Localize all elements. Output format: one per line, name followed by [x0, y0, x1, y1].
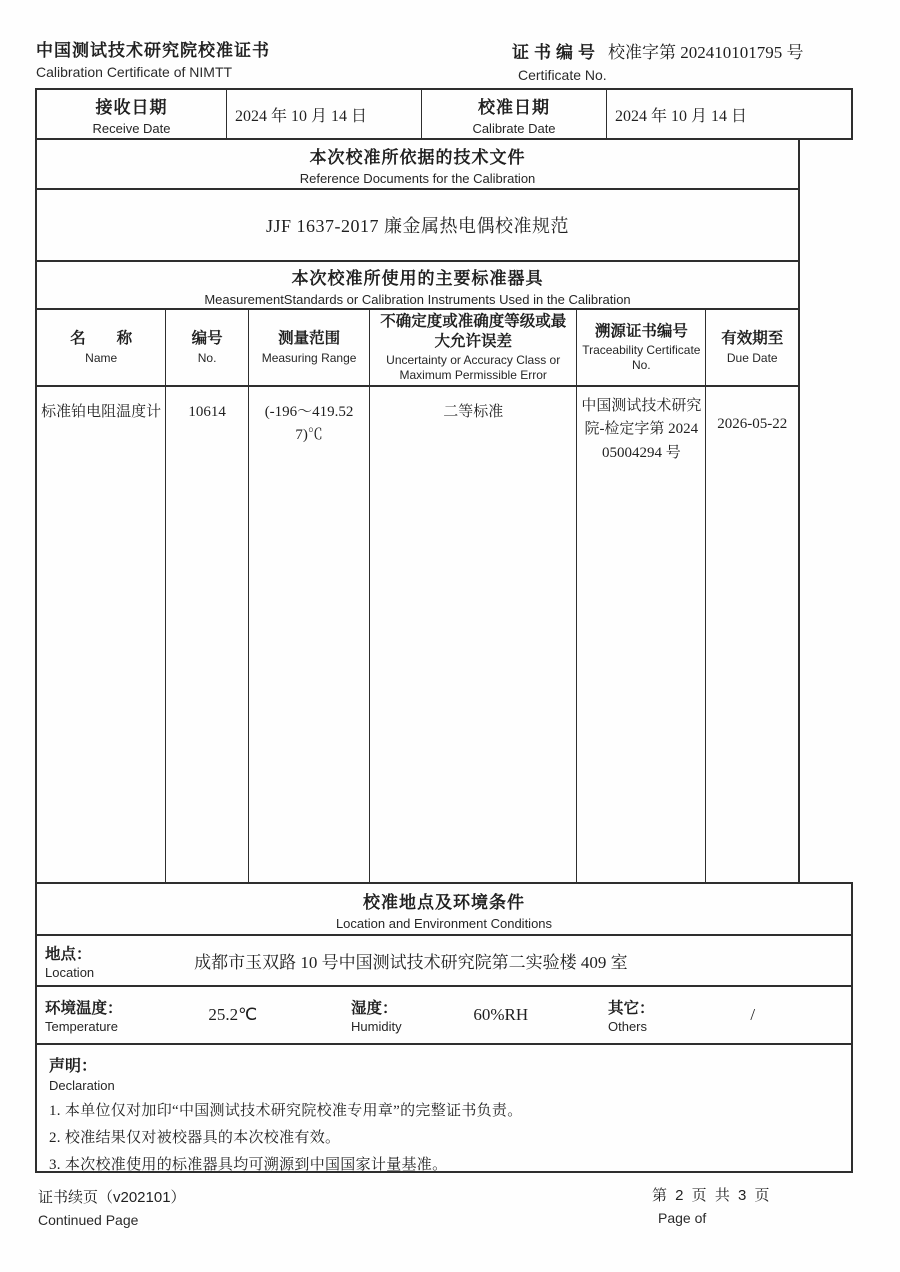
- column-uncertainty: [370, 310, 577, 882]
- location-label-en: Location: [45, 964, 95, 980]
- calibrate-date-value: 2024 年 10 月 14 日: [615, 107, 748, 125]
- column-traceability-en: Traceability Certificate No.: [582, 343, 701, 373]
- document-title-zh: 中国测试技术研究院校准证书: [36, 41, 270, 60]
- receive-date-header: [37, 90, 227, 138]
- others-label-zh: 其它：: [608, 1000, 655, 1017]
- others-group: [600, 987, 851, 1043]
- column-name-en: Name: [85, 350, 118, 365]
- column-range-zh: 测量范围: [278, 330, 341, 348]
- cell-uncertainty: 二等标准: [443, 404, 504, 420]
- environment-section-header: [35, 882, 853, 936]
- temperature-label: [37, 996, 123, 1034]
- declaration-heading-zh: 声明：: [49, 1058, 98, 1075]
- environment-row: [35, 985, 853, 1045]
- humidity-label-zh: 湿度：: [351, 1000, 398, 1017]
- calibrate-date-cell: [607, 90, 851, 138]
- column-name: [37, 310, 166, 882]
- column-uncertainty-zh: 不确定度或准确度等级或最大允许误差: [380, 313, 567, 350]
- temperature-value: 25.2℃: [208, 1005, 258, 1024]
- environment-heading-en: Location and Environment Conditions: [335, 915, 553, 931]
- standards-section-header: [35, 260, 800, 310]
- column-header-traceability: [577, 310, 705, 387]
- receive-date-value: 2024 年 10 月 14 日: [235, 107, 368, 125]
- cell-due-date: 2026-05-22: [717, 416, 788, 432]
- declaration-item-1: 1. 本单位仅对加印“中国测试技术研究院校准专用章”的完整证书负责。: [49, 1103, 523, 1119]
- reference-document: JJF 1637-2017 廉金属热电偶校准规范: [265, 216, 569, 236]
- column-no-zh: 编号: [191, 330, 223, 348]
- column-header-uncertainty: [370, 310, 576, 387]
- certificate-number-label: 证书编号: [512, 43, 600, 62]
- cell-measuring-range: (-196～419.527)℃: [264, 404, 354, 444]
- reference-section-header: [35, 138, 800, 190]
- calibrate-date-header: [422, 90, 607, 138]
- declaration-box: [35, 1043, 853, 1173]
- column-no-en: No.: [197, 350, 217, 365]
- cell-traceability-no: 中国测试技术研究院-检定字第 202405004294 号: [581, 398, 702, 461]
- column-name-zh: 名 称: [70, 330, 133, 348]
- temperature-label-zh: 环境温度：: [45, 1000, 123, 1017]
- others-label-en: Others: [608, 1019, 648, 1034]
- calibrate-date-label-en: Calibrate Date: [472, 120, 556, 136]
- column-due-zh: 有效期至: [721, 330, 784, 348]
- environment-heading-zh: 校准地点及环境条件: [363, 892, 525, 912]
- document-title-en: Calibration Certificate of NIMTT: [36, 64, 233, 80]
- location-value: 成都市玉双路 10 号中国测试技术研究院第二实验楼 409 室: [194, 953, 628, 972]
- humidity-value: 60%RH: [473, 1005, 529, 1024]
- others-label: [600, 996, 655, 1034]
- standards-heading-zh: 本次校准所使用的主要标准器具: [291, 268, 544, 288]
- certificate-number: [512, 38, 804, 63]
- column-due-date: [706, 310, 798, 882]
- column-traceability-zh: 溯源证书编号: [594, 322, 688, 340]
- declaration-heading-en: Declaration: [49, 1078, 115, 1093]
- humidity-group: [343, 987, 600, 1043]
- footer-page-number-en: Page of: [658, 1210, 707, 1226]
- certificate-body: [35, 88, 853, 1173]
- humidity-label: [343, 996, 402, 1034]
- certificate-number-label-en: Certificate No.: [518, 67, 607, 83]
- cell-instrument-no: 10614: [188, 404, 226, 420]
- location-label-zh: 地点：: [45, 945, 92, 963]
- declaration-item-2: 2. 校准结果仅对被校器具的本次校准有效。: [49, 1130, 341, 1146]
- footer-continued-zh: 证书续页（v202101）: [38, 1189, 186, 1206]
- footer-continued-en: Continued Page: [38, 1212, 139, 1228]
- receive-date-cell: [227, 90, 422, 138]
- column-header-due-date: [706, 310, 798, 387]
- reference-heading-en: Reference Documents for the Calibration: [299, 170, 536, 186]
- temperature-label-en: Temperature: [45, 1019, 118, 1034]
- location-row: [35, 934, 853, 987]
- location-label: [37, 942, 94, 980]
- reference-document-box: [35, 188, 800, 262]
- column-no: [166, 310, 249, 882]
- certificate-number-value: 校准字第 202410101795 号: [608, 43, 804, 62]
- column-due-en: Due Date: [726, 350, 778, 365]
- column-traceability: [577, 310, 706, 882]
- calibrate-date-label-zh: 校准日期: [478, 97, 550, 117]
- column-uncertainty-en: Uncertainty or Accuracy Class or Maximum Permissible Error: [386, 352, 561, 382]
- column-range: [249, 310, 370, 882]
- reference-heading-zh: 本次校准所依据的技术文件: [309, 147, 526, 167]
- dates-table: [35, 88, 853, 140]
- standards-heading-en: MeasurementStandards or Calibration Instruments Used in the Calibration: [204, 291, 631, 307]
- receive-date-label-zh: 接收日期: [95, 97, 168, 117]
- column-header-no: [166, 310, 248, 387]
- temperature-group: [37, 987, 343, 1043]
- cell-instrument-name: 标准铂电阻温度计: [41, 404, 162, 420]
- column-header-name: [37, 310, 165, 387]
- others-value: /: [750, 1005, 756, 1024]
- humidity-label-en: Humidity: [351, 1019, 402, 1034]
- standards-table: [35, 308, 800, 884]
- column-range-en: Measuring Range: [261, 350, 357, 365]
- declaration-item-3: 3. 本次校准使用的标准器具均可溯源到中国国家计量基准。: [49, 1157, 448, 1173]
- footer-page-number-zh: 第 2 页 共 3 页: [652, 1187, 772, 1204]
- receive-date-label-en: Receive Date: [92, 120, 171, 136]
- column-header-range: [249, 310, 369, 387]
